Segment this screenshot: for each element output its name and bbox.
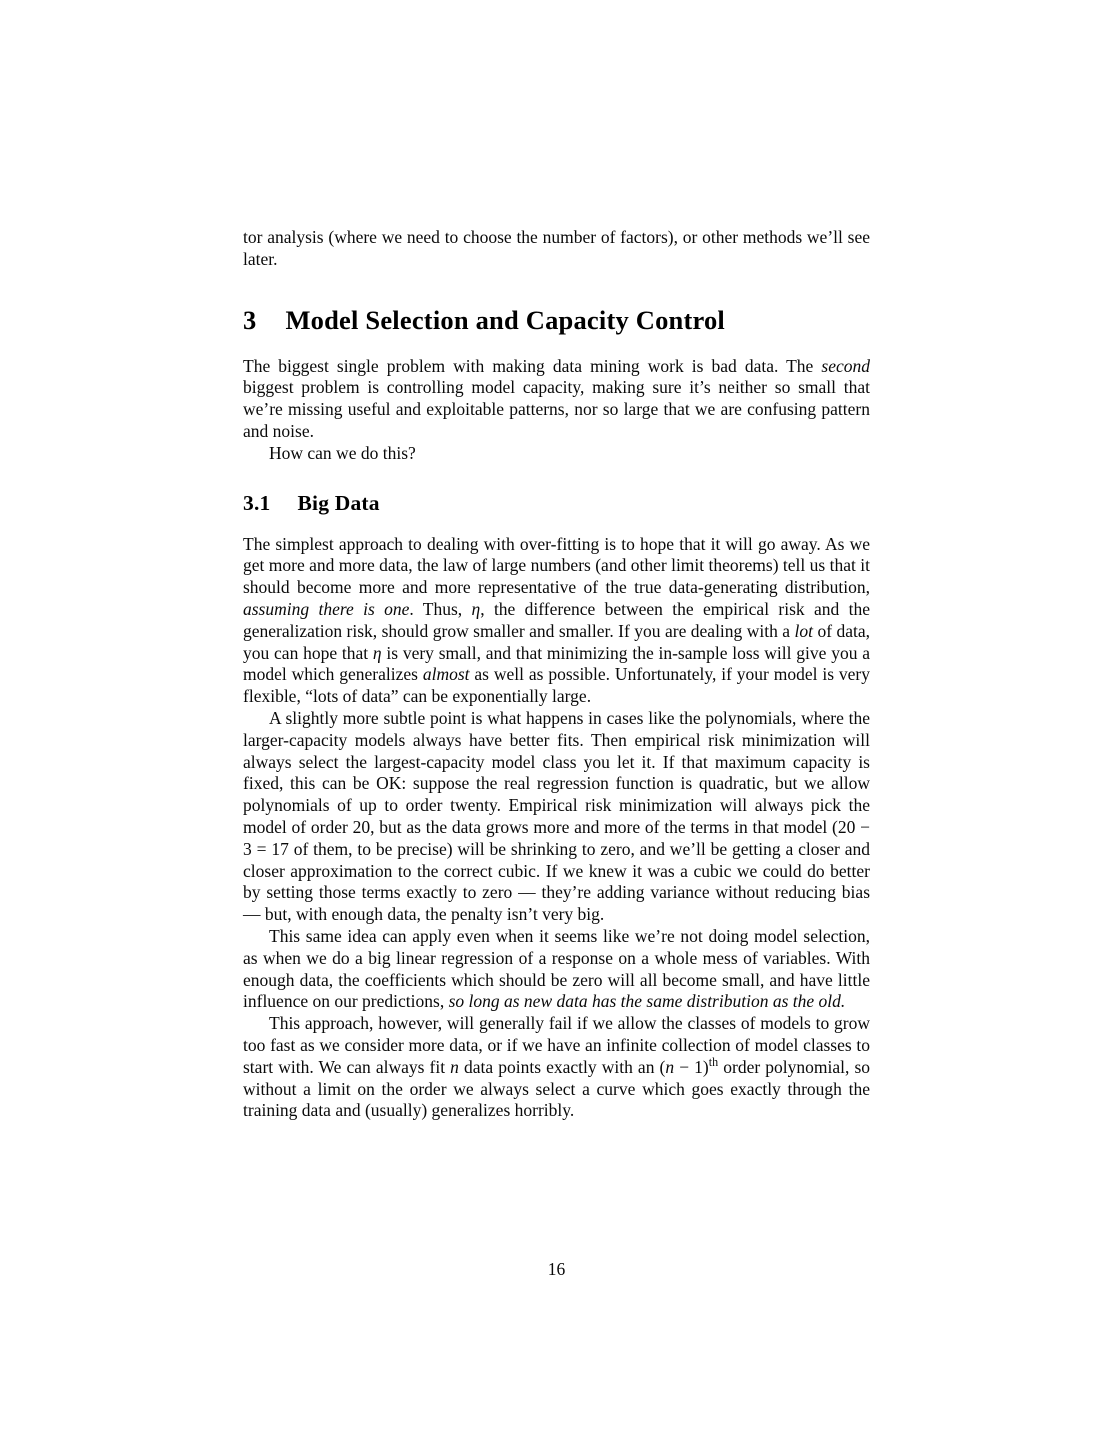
- section-heading: [243, 305, 870, 336]
- subsection-title: Big Data: [297, 490, 380, 515]
- subsection-number: 3.1: [243, 490, 271, 515]
- paragraph-big-data-1: The simplest approach to dealing with over-fitting is to hope that it will go away. As we get more and more data, the law of large numbers (and other limit theorems) tell us that it should become more and more representative of the true data-generating distribution, assuming there is one. Thus, η, the difference between the empirical risk and the generalization risk, should grow smaller and smaller. If you are dealing with a lot of data, you can hope that η is very small, and that minimizing the in-sample loss will give you a model which generalizes almost as well as possible. Unfortunately, if your model is very flexible, “lots of data” can be exponentially large.: [243, 533, 871, 707]
- page-number: 16: [547, 1259, 566, 1279]
- text-column: [243, 227, 870, 1122]
- section-title: Model Selection and Capacity Control: [285, 304, 725, 335]
- paragraph-continuation: tor analysis (where we need to choose the number of factors), or other methods we’ll see later.: [243, 227, 870, 269]
- paragraph-intro: The biggest single problem with making data mining work is bad data. The second biggest problem is controlling model capacity, making sure it’s neither so small that we’re missing useful and exploitable patterns, nor so large that we are confusing pattern and noise.: [243, 355, 870, 441]
- paragraph-big-data-3: This same idea can apply even when it seems like we’re not doing model selection, as when we do a big linear regression of a response on a whole mess of variables. With enough data, the coefficients which should be zero will all become small, and have little influence on our predictions, so long as new data has the same distribution as the old.: [243, 925, 870, 1012]
- subsection-heading: [243, 491, 870, 516]
- paragraph-big-data-2: A slightly more subtle point is what happens in cases like the polynomials, where the larger-capacity models always have better fits. Then empirical risk minimization will always select the largest-capacity model class you let it. If that maximum capacity is fixed, this can be OK: suppose the real regression function is quadratic, but we allow polynomials of up to order twenty. Empirical risk minimization will always pick the model of order 20, but as the data grows more and more of the terms in that model (20 − 3 = 17 of them, to be precise) will be shrinking to zero, and we’ll be getting a closer and closer approximation to the correct cubic. If we knew it was a cubic we could do better by setting those terms exactly to zero — they’re adding variance without reducing bias — but, with enough data, the penalty isn’t very big.: [243, 707, 870, 925]
- paragraph-big-data-4: This approach, however, will generally fail if we allow the classes of models to grow too fast as we consider more data, or if we have an infinite collection of model classes to start with. We can always fit n data points exactly with an $(n - 1)^{th}$ order polynomial, so without a limit on the order we always select a curve which goes exactly through the training data and (usually) generalizes horribly.: [243, 1013, 870, 1121]
- paragraph-question: How can we do this?: [269, 442, 416, 463]
- section-number: 3: [243, 304, 257, 335]
